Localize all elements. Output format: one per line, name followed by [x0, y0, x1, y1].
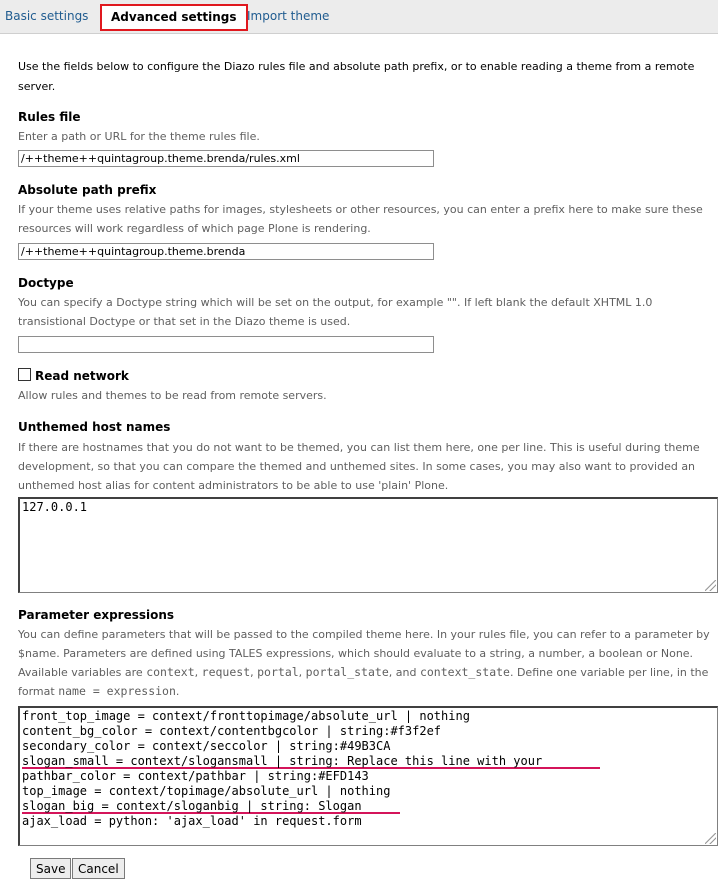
- tab-advanced-settings[interactable]: Advanced settings: [100, 4, 248, 31]
- param-line: content_bg_color = context/contentbgcolor | string:#f3f2ef: [22, 724, 442, 738]
- param-line: front_top_image = context/fronttopimage/absolute_url | nothing: [22, 709, 470, 723]
- read-network-checkbox[interactable]: [18, 368, 31, 381]
- doctype-help: You can specify a Doctype string which will be set on the output, for example "". If left blank the default XHTML 1.0 transistional Doctype or that set in the Diazo theme is used.: [18, 296, 653, 328]
- intro-text: Use the fields below to configure the Diazo rules file and absolute path prefix, or to enable reading a theme from a remote server.: [18, 60, 695, 93]
- tab-basic-settings[interactable]: Basic settings: [5, 9, 89, 23]
- hostname-line: 127.0.0.1: [22, 500, 88, 514]
- hostnames-label: Unthemed host names: [18, 420, 171, 434]
- params-textarea[interactable]: [18, 706, 718, 846]
- path-prefix-label: Absolute path prefix: [18, 183, 157, 197]
- param-line-highlighted: slogan_small = context/slogansmall | string: Replace this line with your: [22, 754, 600, 769]
- tab-import-theme[interactable]: Import theme: [247, 9, 330, 23]
- save-button[interactable]: Save: [30, 858, 71, 879]
- read-network-label[interactable]: Read network: [35, 369, 129, 383]
- param-line: pathbar_color = context/pathbar | string:#EFD143: [22, 769, 369, 783]
- param-line: secondary_color = context/seccolor | string:#49B3CA: [22, 739, 391, 753]
- rules-file-help: Enter a path or URL for the theme rules file.: [18, 130, 260, 143]
- cancel-button[interactable]: Cancel: [72, 858, 125, 879]
- hostnames-textarea[interactable]: [18, 497, 718, 593]
- rules-file-label: Rules file: [18, 110, 81, 124]
- path-prefix-help: If your theme uses relative paths for images, stylesheets or other resources, you can enter a prefix here to make sure these resources will work regardless of which page Plone is rendering.: [18, 203, 703, 235]
- param-line: top_image = context/topimage/absolute_url | nothing: [22, 784, 391, 798]
- path-prefix-input[interactable]: /++theme++quintagroup.theme.brenda: [18, 243, 434, 260]
- resize-grip-icon[interactable]: [705, 833, 716, 844]
- rules-file-input[interactable]: /++theme++quintagroup.theme.brenda/rules.xml: [18, 150, 434, 167]
- read-network-help: Allow rules and themes to be read from remote servers.: [18, 389, 327, 402]
- hostnames-help: If there are hostnames that you do not want to be themed, you can list them here, one per line. This is useful during theme development, so that you can compare the themed and unthemed sites. In some cases, you may also want to provided an unthemed host alias for content administrators to be able to use 'plain' Plone.: [18, 441, 700, 492]
- settings-tabbar: [0, 0, 718, 34]
- resize-grip-icon[interactable]: [705, 580, 716, 591]
- params-label: Parameter expressions: [18, 608, 175, 622]
- doctype-input[interactable]: [18, 336, 434, 353]
- param-line: ajax_load = python: 'ajax_load' in request.form: [22, 814, 362, 828]
- param-line-highlighted: slogan_big = context/sloganbig | string: Slogan: [22, 799, 400, 814]
- params-help: You can define parameters that will be passed to the compiled theme here. In your rules file, you can refer to a parameter by $name. Parameters are defined using TALES expressions, which should evaluate to a string, a number, a boolean or None. Available variables are context, request, portal, portal_state, and context_state. Define one variable per line, in the format name = expression.: [18, 628, 710, 698]
- doctype-label: Doctype: [18, 276, 74, 290]
